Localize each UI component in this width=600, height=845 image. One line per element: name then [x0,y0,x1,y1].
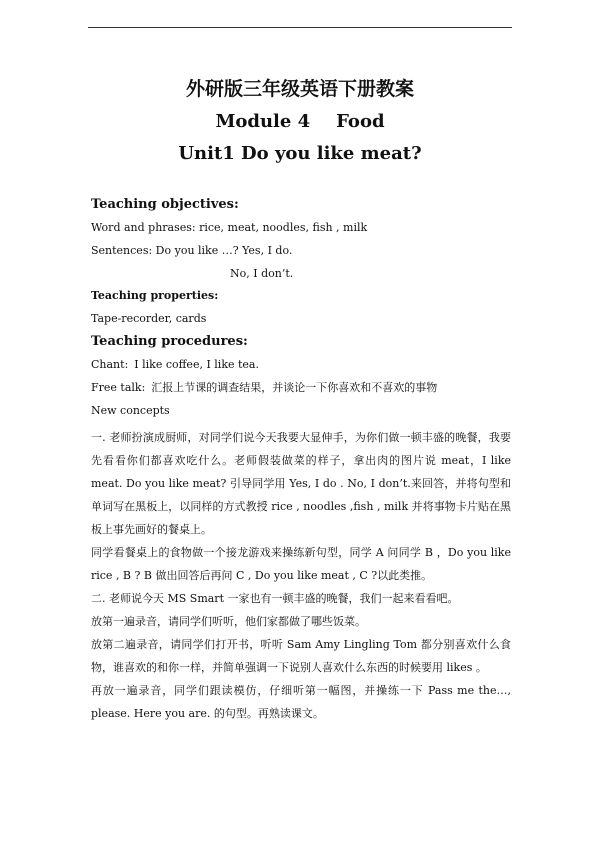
free-talk-label: Free talk: [91,381,146,394]
module-heading [0,111,600,133]
listen-second-paragraph: 放第二遍录音，请同学们打开书，听听 Sam Amy Lingling Tom 都分别喜欢什么食物，谁喜欢的和你一样，并简单强调一下说别人喜欢什么东西的时候要用 likes 。 [91,638,511,674]
properties-heading: Teaching properties: [91,289,219,302]
free-talk-text: 汇报上节课的调查结果，并谈论一下你喜欢和不喜欢的事物 [151,381,438,394]
objectives-words: Word and phrases: rice, meat, noodles, fish , milk [91,221,368,234]
chant-label: Chant: [91,358,129,371]
step-one-game-paragraph: 同学看餐桌上的食物做一个接龙游戏来操练新句型，同学 A 问同学 B ，Do you like rice , B ? B 做出回答后再问 C , Do you like meat , C ?以此类推。 [91,546,511,582]
unit-title: Unit1 Do you like meat? [178,143,422,164]
chant-line [91,357,511,372]
free-talk-line [91,380,511,395]
chant-text: I like coffee, I like tea. [134,358,259,371]
page-title: 外研版三年级英语下册教案 [185,78,414,100]
new-concepts: New concepts [91,404,170,417]
module-name: Food [336,111,385,132]
header-rule [88,27,512,28]
objectives-sentences-no: No, I don’t. [230,267,294,280]
listen-third-paragraph: 再放一遍录音，同学们跟读模仿，仔细听第一幅图，并操练一下 Pass me the…, please. Here you are. 的句型。再熟读课文。 [91,684,511,720]
objectives-sentences: Sentences: Do you like …? Yes, I do. [91,244,293,257]
objectives-heading: Teaching objectives: [91,197,239,212]
step-two-paragraph: 二. 老师说今天 MS Smart 一家也有一顿丰盛的晚餐，我们一起来看看吧。 [91,592,459,605]
listen-first-paragraph: 放第一遍录音，请同学们听听，他们家都做了哪些饭菜。 [91,615,366,628]
procedures-heading: Teaching procedures: [91,334,248,349]
lesson-content [91,197,511,725]
module-label: Module 4 [215,111,311,132]
step-one-paragraph: 一. 老师扮演成厨师，对同学们说今天我要大显伸手，为你们做一顿丰盛的晚餐，我要先看看你们都喜欢吃什么。老师假装做菜的样子，拿出肉的图片说 meat，I like meat. Do you like meat? 引导同学用 Yes, I do . No, I don’t.来回答，并将句型和单词写在黑板上，以同样的方式教授 rice , noodles ,fish , milk 并将事物卡片贴在黑板上事先画好的餐桌上。 [91,431,511,536]
properties-items: Tape-recorder, cards [91,312,207,325]
title-block [0,78,600,165]
